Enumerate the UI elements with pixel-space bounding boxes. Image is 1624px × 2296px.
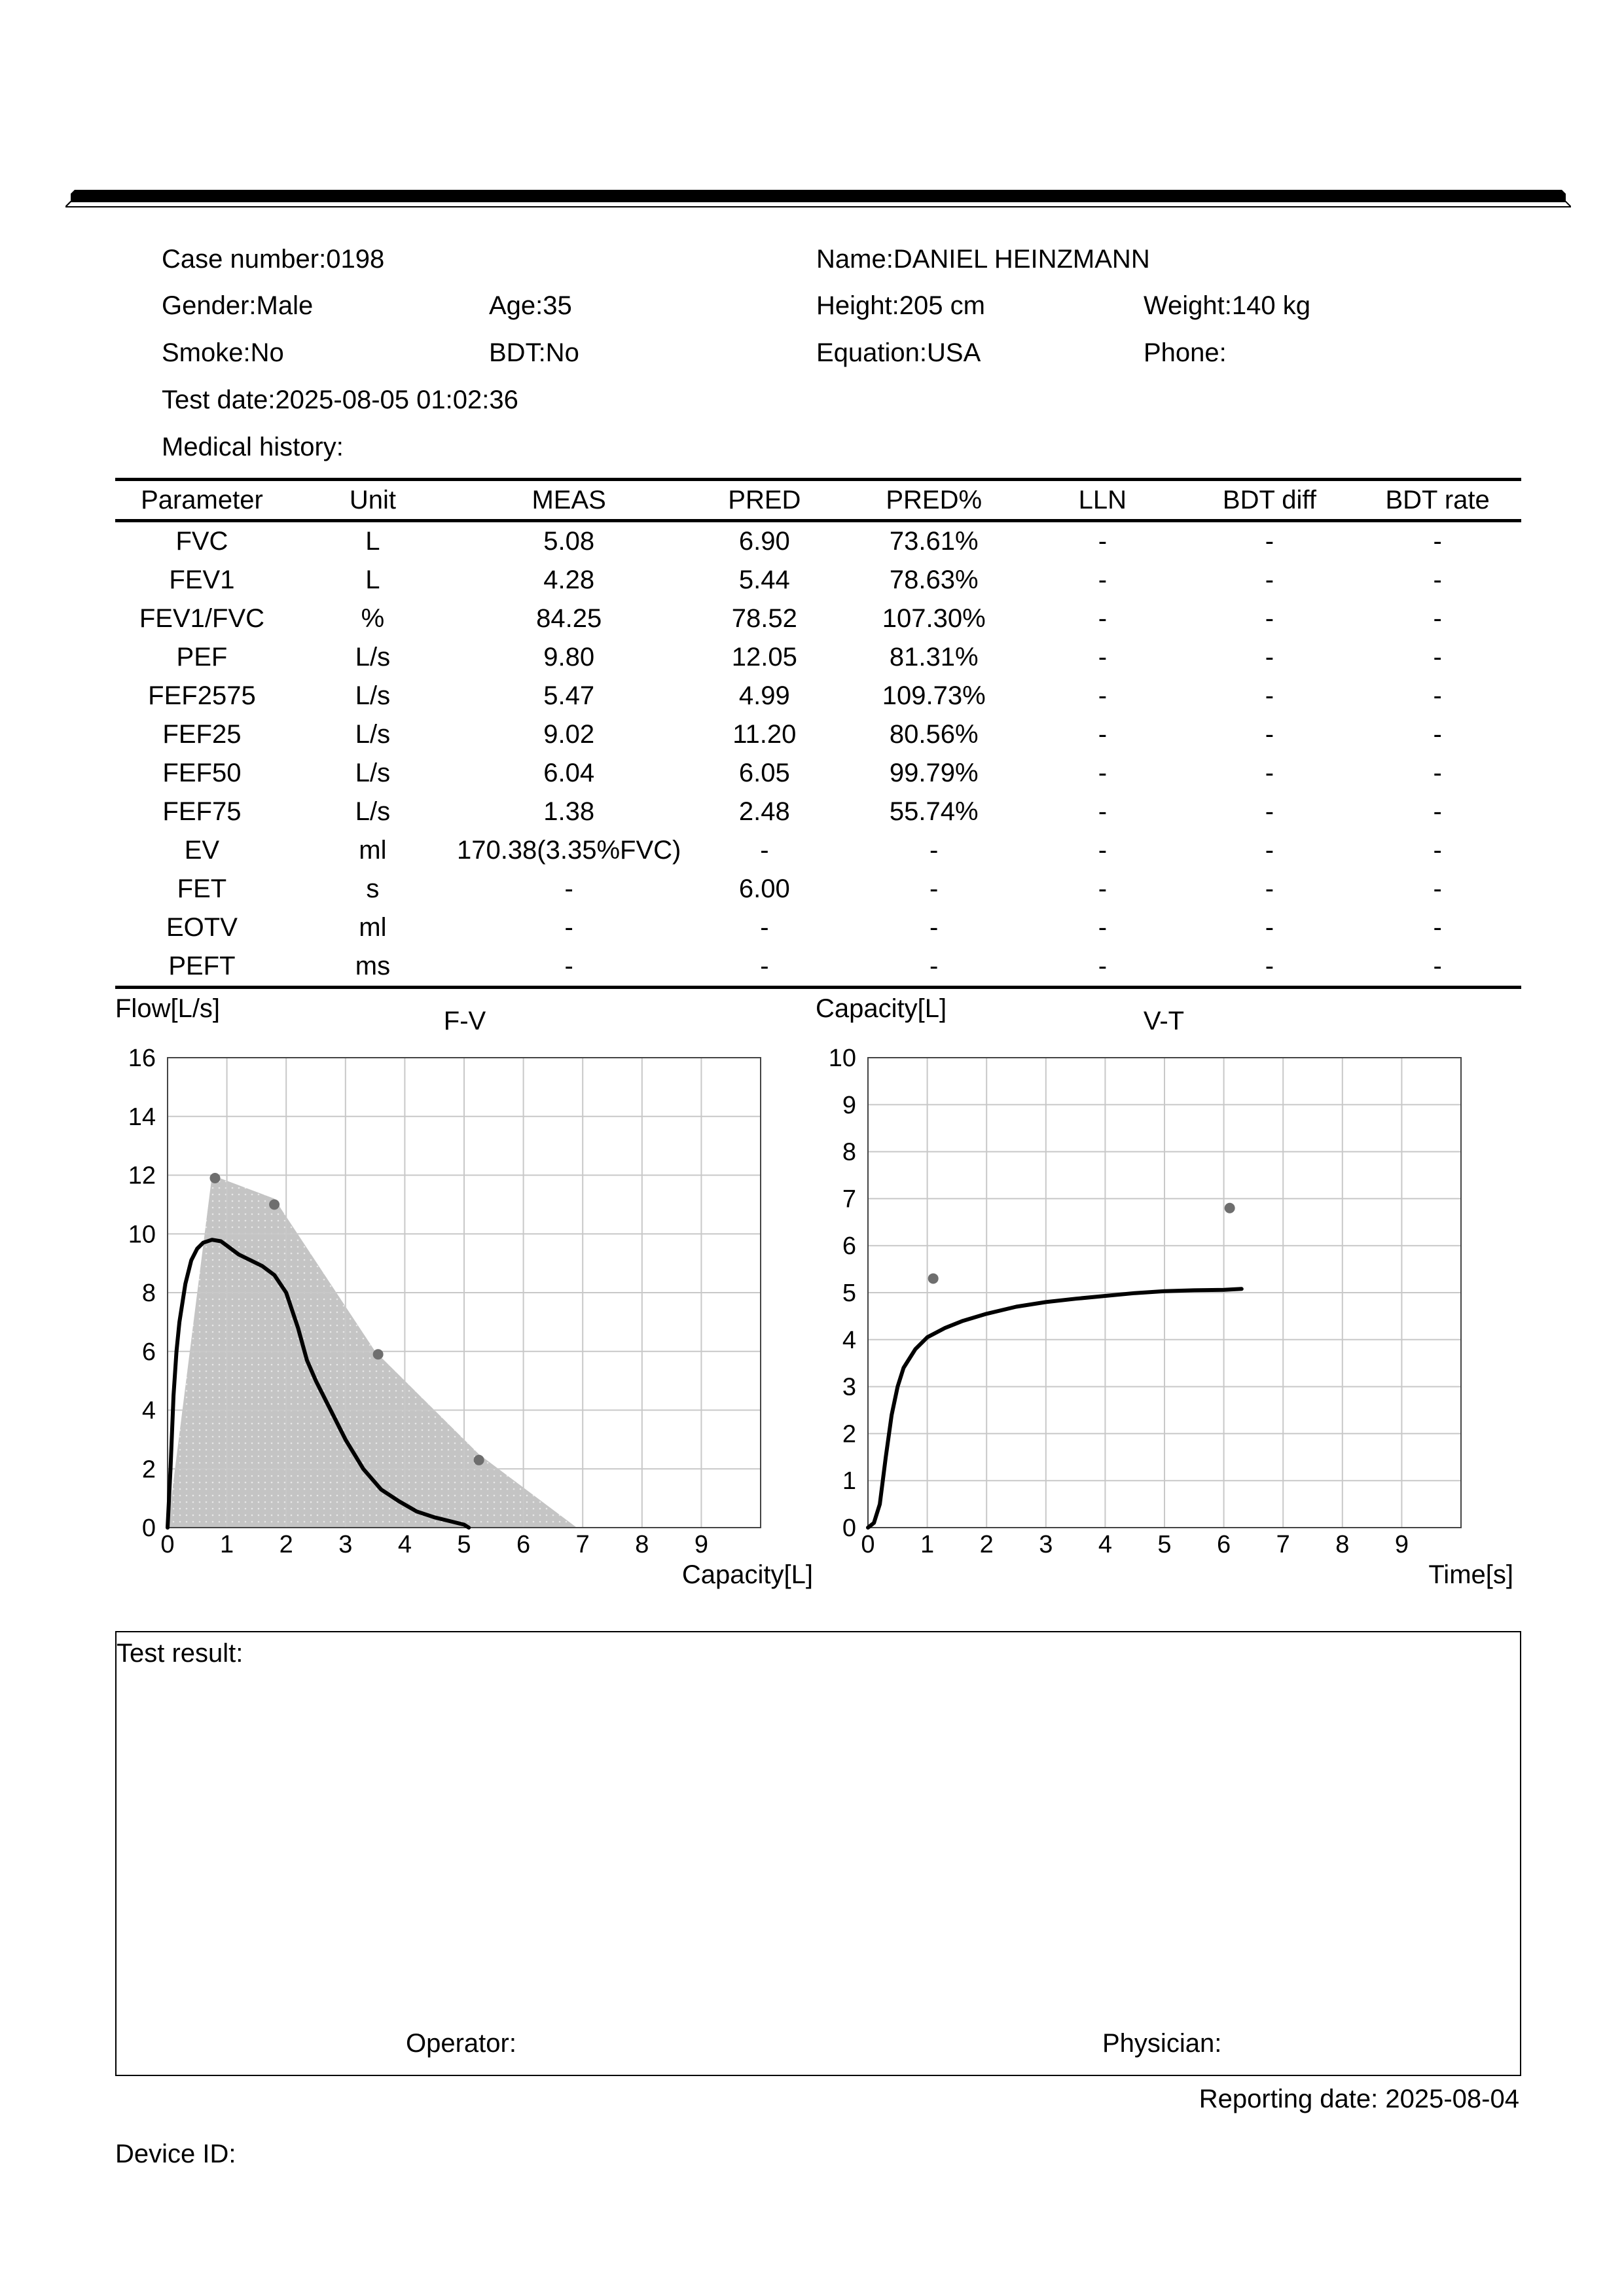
y-tick-label: 0 — [141, 1515, 156, 1542]
table-cell: L/s — [355, 720, 391, 749]
x-tick-label: 0 — [160, 1531, 175, 1558]
y-tick-label: 4 — [842, 1326, 856, 1354]
age: Age:35 — [489, 291, 572, 320]
table-cell: 2.48 — [738, 797, 790, 826]
table-cell: - — [760, 836, 769, 865]
device-id: Device ID: — [115, 2140, 236, 2168]
table-cell: 5.44 — [738, 565, 790, 594]
table-cell: - — [564, 874, 573, 903]
x-tick-label: 3 — [1039, 1531, 1053, 1558]
y-tick-label: 2 — [842, 1420, 856, 1448]
x-tick-label: 1 — [220, 1531, 234, 1558]
table-cell: L — [365, 527, 380, 556]
y-tick-label: 8 — [141, 1280, 156, 1307]
table-row — [115, 677, 1521, 715]
table-cell: - — [1185, 947, 1354, 988]
y-tick-label: 16 — [128, 1045, 156, 1072]
y-tick-label: 2 — [141, 1456, 156, 1484]
y-tick-label: 0 — [842, 1515, 856, 1542]
y-tick-label: 14 — [128, 1103, 156, 1131]
predicted-point — [373, 1349, 384, 1359]
patient-name: Name:DANIEL HEINZMANN — [816, 245, 1150, 274]
smoke: Smoke:No — [162, 338, 284, 367]
measured-curve — [868, 1289, 1242, 1528]
table-cell: - — [1265, 913, 1274, 942]
table-cell: 5.47 — [543, 681, 595, 710]
table-cell: 81.31% — [889, 643, 979, 672]
chart-title: F-V — [443, 1007, 486, 1035]
table-cell: - — [1098, 681, 1108, 710]
table-cell: 78.52 — [731, 604, 797, 633]
table-cell: - — [1265, 836, 1274, 865]
test-result-box — [115, 1631, 1521, 2076]
table-cell: - — [1098, 836, 1108, 865]
x-tick-label: 8 — [1335, 1531, 1350, 1558]
table-cell: - — [1098, 797, 1108, 826]
y-tick-label: 8 — [842, 1138, 856, 1166]
table-row — [115, 600, 1521, 638]
y-tick-label: 10 — [828, 1045, 856, 1072]
table-row — [115, 715, 1521, 754]
table-cell: - — [1433, 759, 1442, 787]
weight: Weight:140 kg — [1144, 291, 1310, 320]
table-cell: 55.74% — [889, 797, 979, 826]
x-tick-label: 2 — [979, 1531, 994, 1558]
table-cell: - — [1098, 643, 1108, 672]
table-cell: - — [1433, 874, 1442, 903]
table-cell: 6.00 — [738, 874, 790, 903]
y-tick-label: 6 — [141, 1338, 156, 1366]
table-cell: - — [1265, 720, 1274, 749]
table-cell: 84.25 — [536, 604, 602, 633]
x-tick-label: 1 — [920, 1531, 935, 1558]
parameters-table — [115, 478, 1521, 989]
x-tick-label: 6 — [516, 1531, 531, 1558]
table-cell: - — [1098, 527, 1108, 556]
y-axis-label: Capacity[L] — [816, 994, 947, 1023]
table-cell: EOTV — [166, 913, 238, 942]
table-cell: - — [1098, 720, 1108, 749]
table-cell: 9.80 — [543, 643, 595, 672]
predicted-point — [209, 1173, 220, 1183]
table-cell: s — [366, 874, 380, 903]
x-tick-label: 4 — [397, 1531, 412, 1558]
flow-volume-chart — [111, 988, 825, 1597]
table-row — [115, 638, 1521, 677]
table-cell: - — [1433, 913, 1442, 942]
column-header: MEAS — [457, 480, 681, 521]
x-tick-label: 0 — [861, 1531, 875, 1558]
y-tick-label: 3 — [842, 1373, 856, 1401]
table-cell: 107.30% — [882, 604, 986, 633]
table-cell: FEV1/FVC — [139, 604, 265, 633]
table-cell: 80.56% — [889, 720, 979, 749]
table-row — [115, 521, 1521, 562]
table-cell: 1.38 — [543, 797, 595, 826]
table-cell: L/s — [355, 759, 391, 787]
table-cell: - — [1433, 836, 1442, 865]
table-cell: FEF25 — [162, 720, 242, 749]
table-cell: - — [1020, 947, 1185, 988]
phone: Phone: — [1144, 338, 1227, 367]
equation: Equation:USA — [816, 338, 981, 367]
y-tick-label: 5 — [842, 1280, 856, 1307]
operator-label: Operator: — [406, 2029, 516, 2058]
table-cell: - — [1098, 874, 1108, 903]
table-cell: - — [1265, 527, 1274, 556]
x-tick-label: 9 — [1394, 1531, 1409, 1558]
table-cell: - — [760, 913, 769, 942]
header-banner — [65, 187, 1571, 208]
x-axis-label: Time[s] — [1428, 1560, 1513, 1589]
table-cell: - — [1433, 681, 1442, 710]
table-cell: - — [1098, 759, 1108, 787]
gender: Gender:Male — [162, 291, 314, 320]
height: Height:205 cm — [816, 291, 985, 320]
table-cell: - — [1098, 604, 1108, 633]
table-cell: - — [1433, 797, 1442, 826]
x-tick-label: 2 — [279, 1531, 293, 1558]
table-cell: - — [929, 874, 939, 903]
column-header: PRED% — [848, 480, 1020, 521]
table-cell: FEF50 — [162, 759, 242, 787]
table-cell: - — [1433, 720, 1442, 749]
volume-time-chart — [812, 988, 1525, 1597]
table-cell: - — [1265, 759, 1274, 787]
table-cell: 73.61% — [889, 527, 979, 556]
x-tick-label: 8 — [635, 1531, 649, 1558]
table-cell: FET — [177, 874, 227, 903]
table-cell: ml — [359, 913, 387, 942]
table-cell: 78.63% — [889, 565, 979, 594]
table-cell: EV — [184, 836, 220, 865]
table-cell: - — [1265, 604, 1274, 633]
y-tick-label: 4 — [141, 1397, 156, 1425]
table-row — [115, 793, 1521, 831]
table-row — [115, 908, 1521, 947]
table-cell: - — [1265, 643, 1274, 672]
table-cell: - — [1354, 947, 1521, 988]
column-header: PRED — [681, 480, 848, 521]
table-row — [115, 754, 1521, 793]
x-tick-label: 3 — [338, 1531, 353, 1558]
table-cell: % — [361, 604, 385, 633]
table-cell: ms — [289, 947, 457, 988]
table-cell: 170.38(3.35%FVC) — [456, 836, 681, 865]
table-cell: - — [848, 947, 1020, 988]
chart-title: V-T — [1143, 1007, 1185, 1035]
table-cell: - — [457, 947, 681, 988]
table-cell: FVC — [175, 527, 228, 556]
table-cell: - — [1265, 874, 1274, 903]
column-header: LLN — [1020, 480, 1185, 521]
table-cell: - — [929, 836, 939, 865]
y-tick-label: 10 — [128, 1221, 156, 1249]
y-tick-label: 1 — [842, 1467, 856, 1496]
table-cell: - — [1098, 913, 1108, 942]
predicted-point — [928, 1273, 939, 1283]
y-axis-label: Flow[L/s] — [115, 994, 221, 1023]
medical-history: Medical history: — [162, 433, 344, 461]
x-tick-label: 7 — [1276, 1531, 1290, 1558]
x-tick-label: 6 — [1217, 1531, 1231, 1558]
x-axis-label: Capacity[L] — [681, 1560, 813, 1589]
table-cell: PEFT — [115, 947, 289, 988]
y-tick-label: 9 — [842, 1091, 856, 1119]
test-result-label: Test result: — [117, 1639, 244, 1668]
table-cell: FEF75 — [162, 797, 242, 826]
table-cell: - — [1433, 643, 1442, 672]
table-cell: 6.90 — [738, 527, 790, 556]
table-cell: 4.99 — [738, 681, 790, 710]
table-cell: FEF2575 — [148, 681, 256, 710]
y-tick-label: 6 — [842, 1232, 856, 1261]
table-cell: 99.79% — [889, 759, 979, 787]
column-header: BDT diff — [1185, 480, 1354, 521]
table-cell: - — [1265, 681, 1274, 710]
table-row — [115, 831, 1521, 870]
predicted-point — [474, 1455, 484, 1465]
test-date: Test date:2025-08-05 01:02:36 — [162, 386, 518, 414]
table-cell: 4.28 — [543, 565, 595, 594]
x-tick-label: 9 — [694, 1531, 708, 1558]
column-header: Unit — [289, 480, 457, 521]
table-cell: FEV1 — [169, 565, 235, 594]
table-cell: PEF — [176, 643, 228, 672]
table-cell: - — [1433, 527, 1442, 556]
table-cell: 109.73% — [882, 681, 986, 710]
table-cell: - — [1265, 797, 1274, 826]
reporting-date: Reporting date: 2025-08-04 — [1199, 2085, 1519, 2113]
table-cell: 11.20 — [732, 720, 797, 749]
table-cell: - — [681, 947, 848, 988]
x-tick-label: 5 — [1157, 1531, 1172, 1558]
table-cell: L/s — [355, 797, 391, 826]
column-header: Parameter — [115, 480, 289, 521]
bdt: BDT:No — [489, 338, 579, 367]
table-cell: L/s — [355, 643, 391, 672]
table-cell: - — [1098, 565, 1108, 594]
table-cell: L/s — [355, 681, 391, 710]
table-cell: 6.05 — [738, 759, 790, 787]
table-row — [115, 947, 1521, 988]
column-header: BDT rate — [1354, 480, 1521, 521]
x-tick-label: 5 — [457, 1531, 471, 1558]
x-tick-label: 4 — [1098, 1531, 1112, 1558]
table-cell: - — [1433, 604, 1442, 633]
x-tick-label: 7 — [575, 1531, 590, 1558]
table-body — [115, 521, 1521, 988]
table-row — [115, 870, 1521, 908]
table-header-row — [115, 480, 1521, 521]
table-cell: 12.05 — [731, 643, 797, 672]
table-cell: L — [365, 565, 380, 594]
table-cell: 9.02 — [543, 720, 595, 749]
table-cell: - — [929, 913, 939, 942]
table-cell: ml — [359, 836, 387, 865]
physician-label: Physician: — [1102, 2029, 1222, 2058]
predicted-point — [1225, 1203, 1235, 1213]
table-cell: - — [1433, 565, 1442, 594]
predicted-point — [269, 1199, 280, 1210]
table-cell: - — [564, 913, 573, 942]
table-cell: - — [1265, 565, 1274, 594]
y-tick-label: 7 — [842, 1185, 856, 1213]
table-cell: 5.08 — [543, 527, 595, 556]
table-cell: 6.04 — [543, 759, 595, 787]
y-tick-label: 12 — [128, 1162, 156, 1190]
table-row — [115, 561, 1521, 600]
case-number: Case number:0198 — [162, 245, 385, 274]
